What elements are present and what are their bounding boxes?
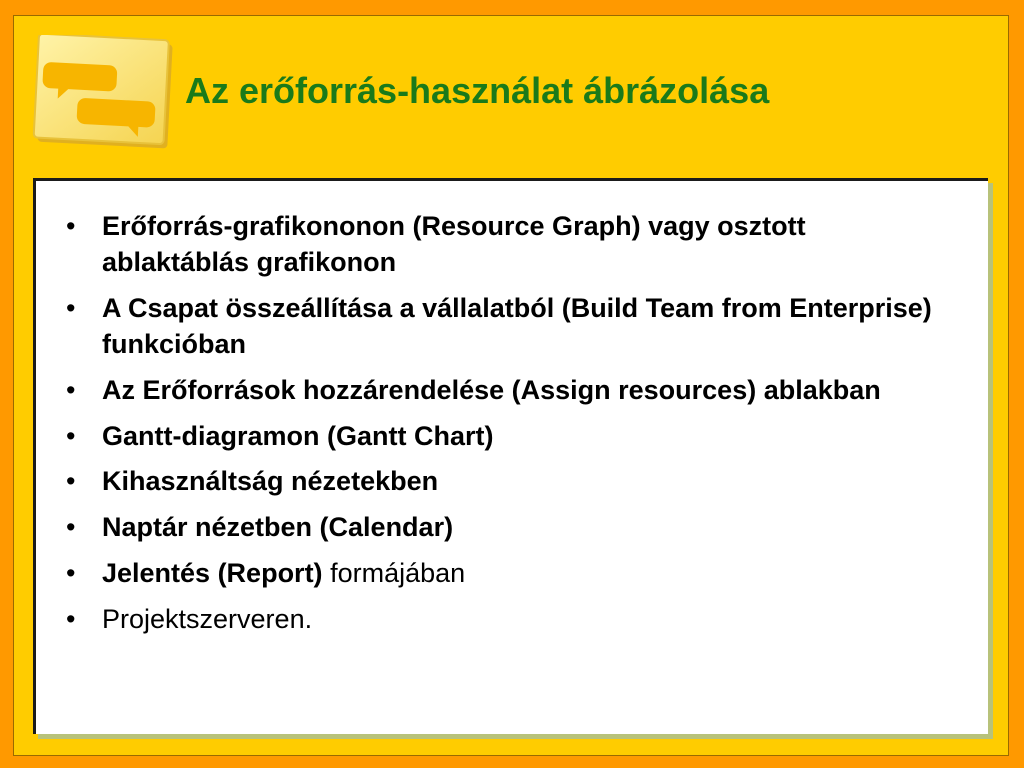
list-item: • Erőforrás-grafikononon (Resource Graph) vagy osztott ablaktáblás grafikonon	[66, 211, 806, 277]
bullet-marker: •	[66, 604, 76, 635]
bullet-marker: •	[66, 420, 76, 451]
list-item: • Gantt-diagramon (Gantt Chart)	[66, 419, 946, 455]
bullet-marker: •	[66, 292, 76, 323]
list-item: • Kihasználtság nézetekben	[66, 464, 946, 500]
bullet-marker: •	[66, 211, 76, 241]
list-item: • Jelentés (Report) formájában	[66, 556, 946, 592]
bullet-marker: •	[66, 466, 76, 497]
bullet-marker: •	[66, 512, 76, 543]
list-item: • A Csapat összeállítása a vállalatból (Build Team from Enterprise) funkcióban	[66, 292, 932, 359]
list-item: • Naptár nézetben (Calendar)	[66, 510, 946, 546]
bullet-list	[66, 209, 946, 648]
list-item: • Projektszerveren.	[66, 602, 946, 638]
bullet-marker: •	[66, 374, 76, 405]
slide-title: Az erőforrás-használat ábrázolása	[185, 70, 770, 111]
bullet-marker: •	[66, 558, 76, 589]
list-item: • Az Erőforrások hozzárendelése (Assign resources) ablakban	[66, 373, 946, 409]
speech-bubbles-icon	[28, 35, 178, 153]
content-panel	[33, 178, 988, 734]
